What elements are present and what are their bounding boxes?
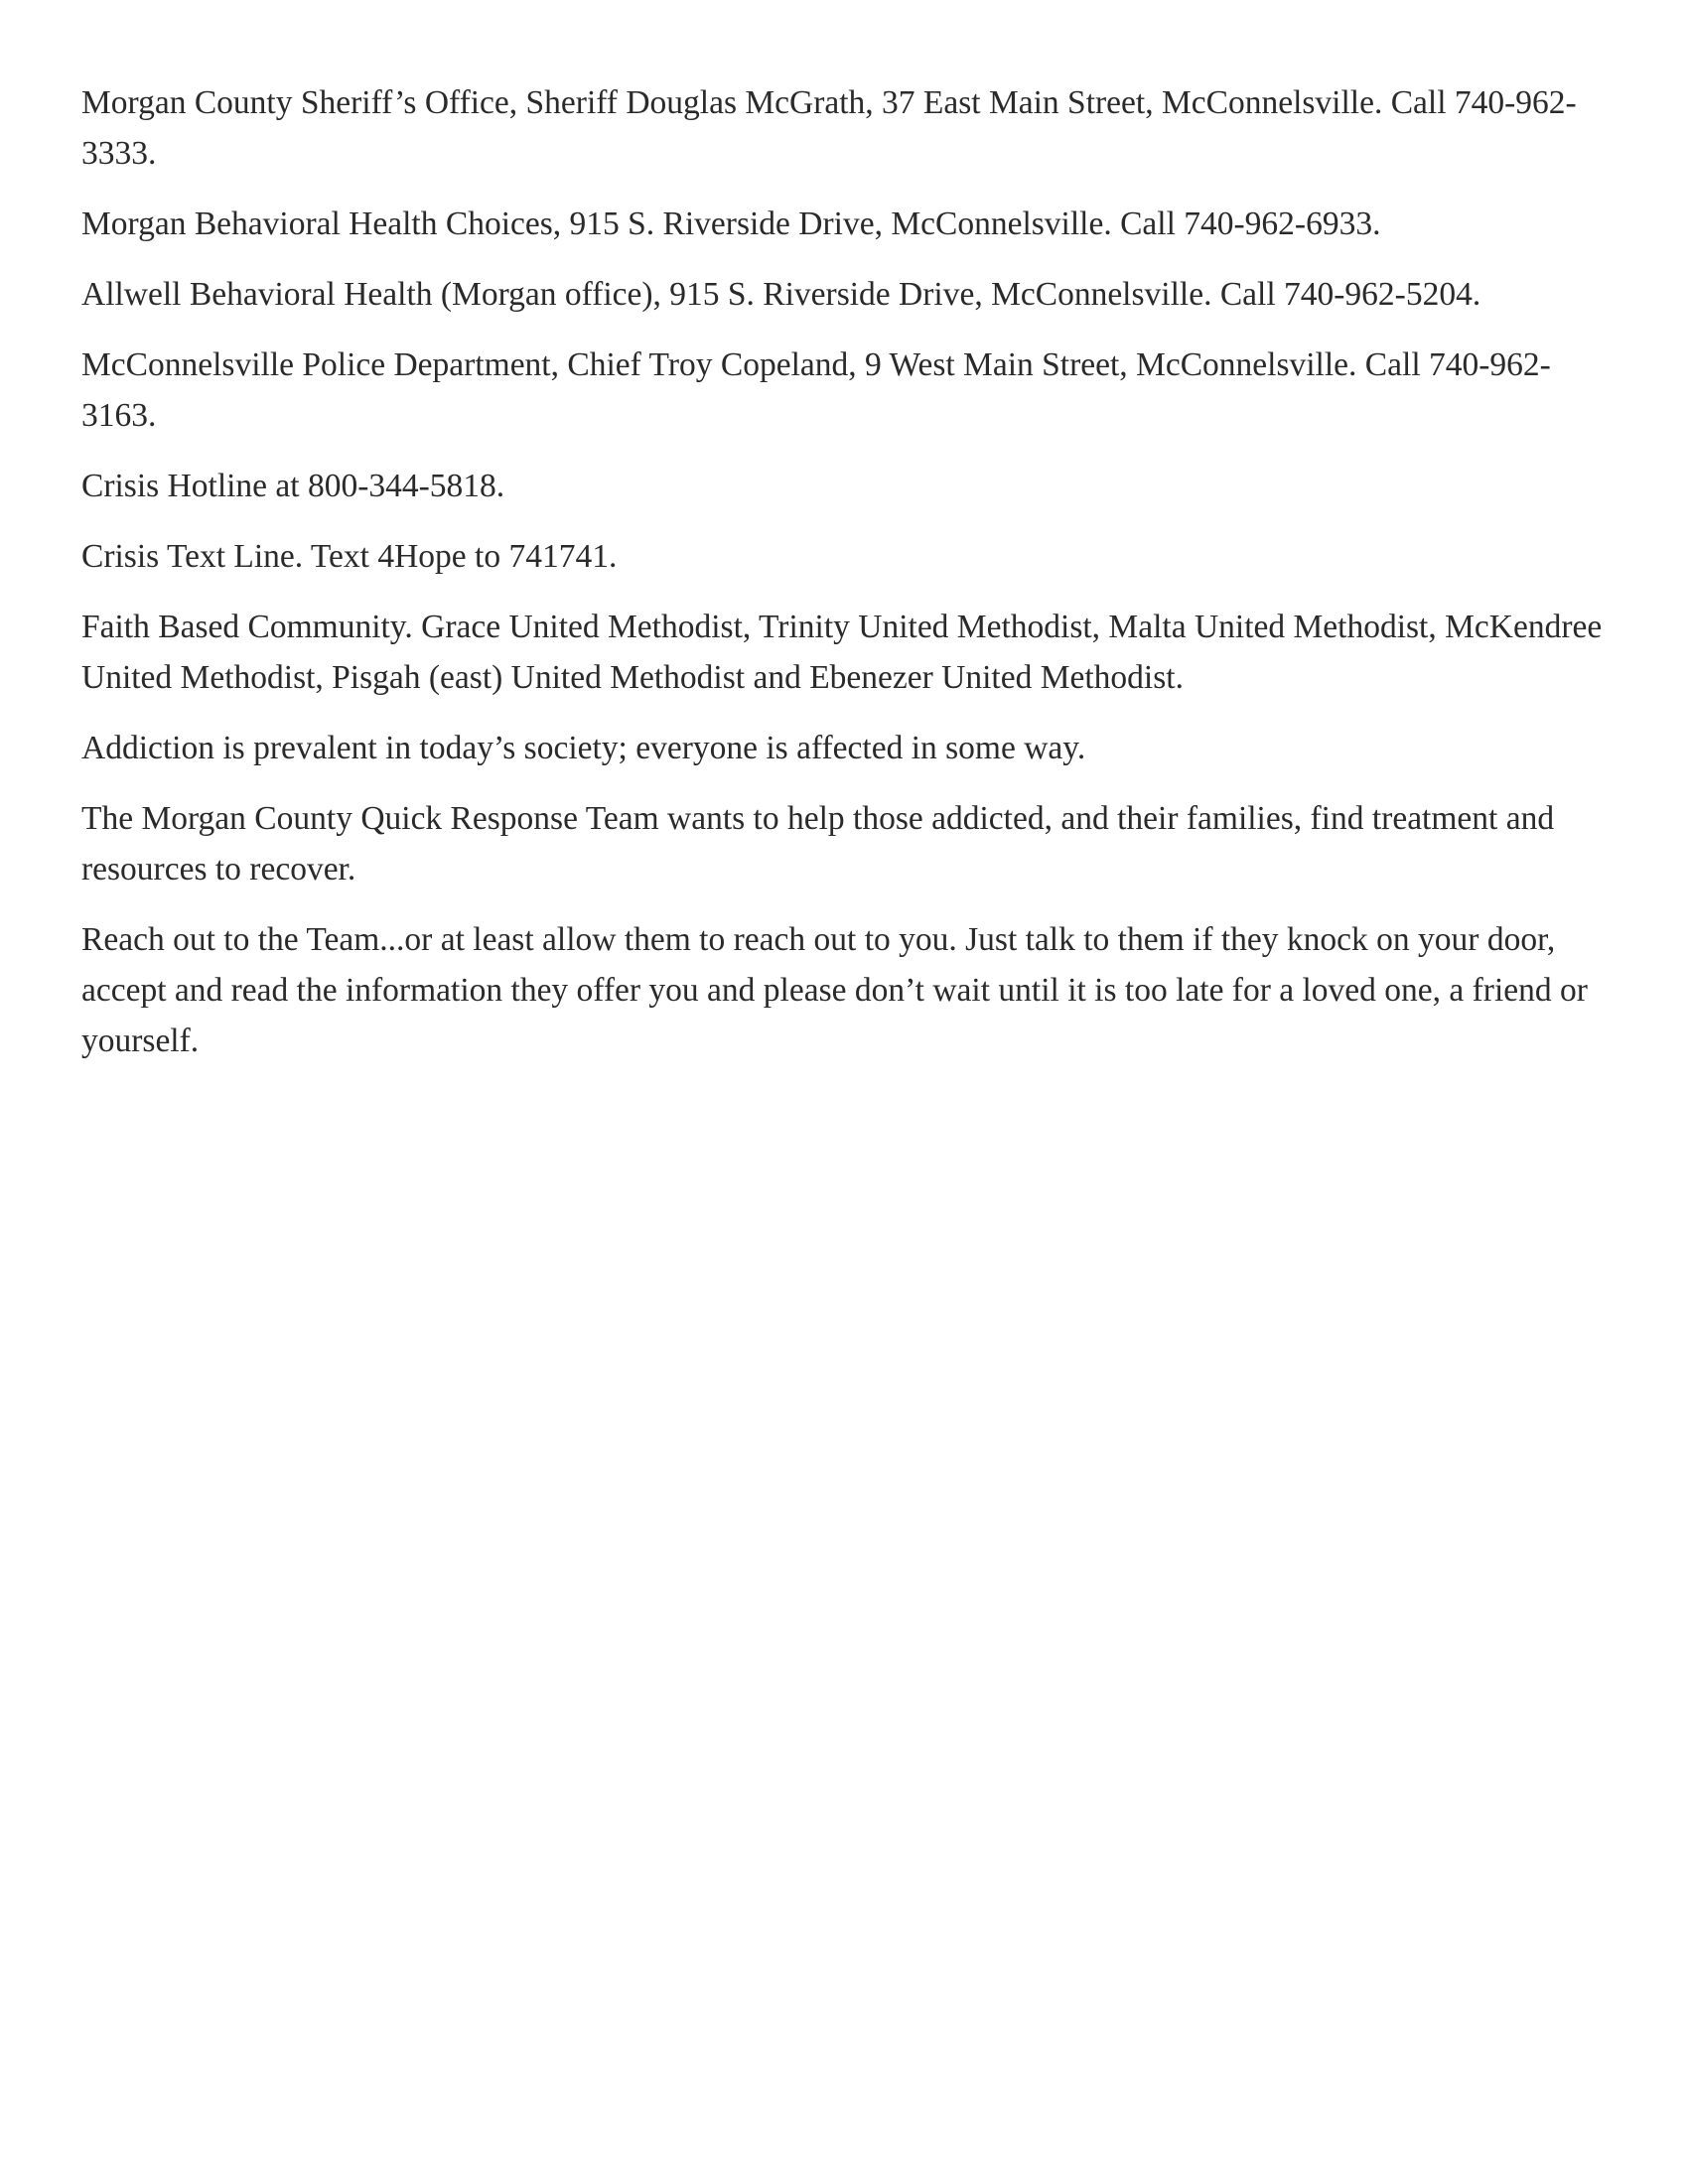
paragraph-reach-out: Reach out to the Team...or at least allow them to reach out to you. Just talk to them if they knock on your door, accept and read the information they offer you and please don’t wait until it is too late for a loved one, a friend or yourself. (81, 921, 1588, 1059)
paragraph-crisis-hotline: Crisis Hotline at 800-344-5818. (81, 468, 505, 504)
paragraph-allwell-behavioral-health: Allwell Behavioral Health (Morgan office), 915 S. Riverside Drive, McConnelsville. Call 740-962-5204. (81, 276, 1481, 313)
paragraph-faith-based-community: Faith Based Community. Grace United Methodist, Trinity United Methodist, Malta United Methodist, McKendree United Methodist, Pisgah (east) United Methodist and Ebenezer United Methodist. (81, 609, 1603, 696)
paragraph-crisis-text-line: Crisis Text Line. Text 4Hope to 741741. (81, 538, 618, 575)
document-body (81, 77, 1611, 1086)
paragraph-sheriff-office: Morgan County Sheriff’s Office, Sheriff Douglas McGrath, 37 East Main Street, McConnelsville. Call 740-962-3333. (81, 84, 1577, 172)
paragraph-police-department: McConnelsville Police Department, Chief Troy Copeland, 9 West Main Street, McConnelsville. Call 740-962-3163. (81, 346, 1551, 434)
paragraph-quick-response-team: The Morgan County Quick Response Team wants to help those addicted, and their families, find treatment and resources to recover. (81, 800, 1555, 887)
paragraph-addiction-prevalent: Addiction is prevalent in today’s society; everyone is affected in some way. (81, 730, 1086, 766)
paragraph-behavioral-health-choices: Morgan Behavioral Health Choices, 915 S. Riverside Drive, McConnelsville. Call 740-962-6933. (81, 205, 1381, 242)
